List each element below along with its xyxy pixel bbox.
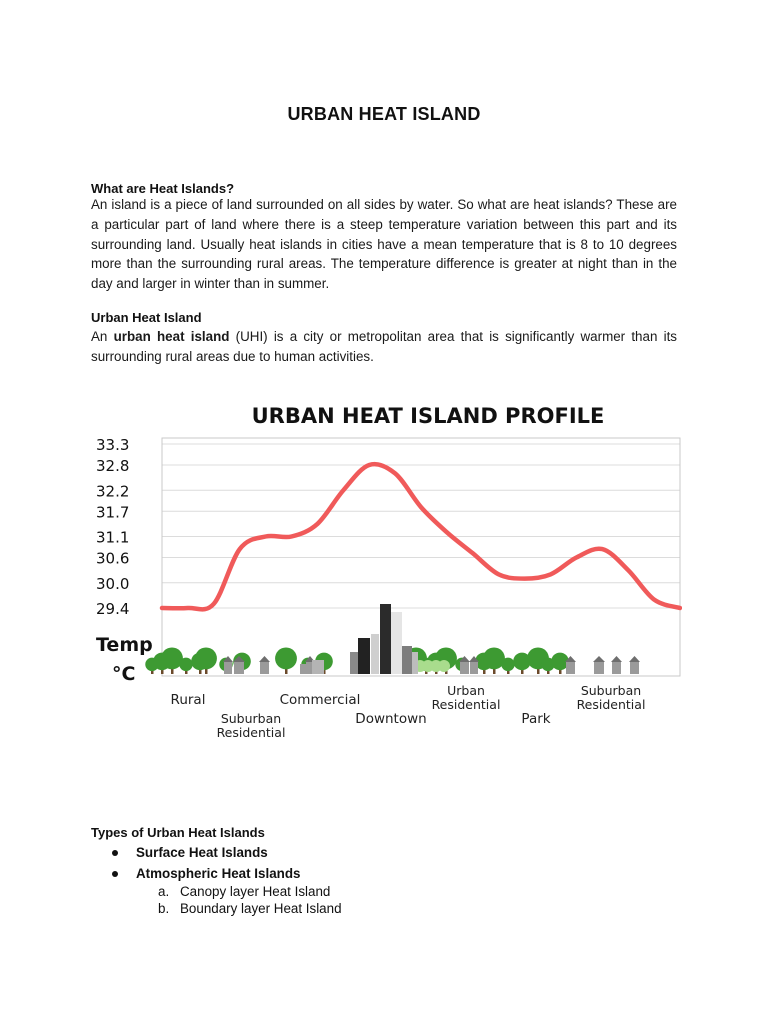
building-icon: [380, 604, 391, 674]
uhi-lead: An: [91, 329, 114, 344]
y-tick-label: 31.1: [96, 528, 130, 547]
house-icon: [566, 662, 575, 674]
y-tick-label: 32.2: [96, 482, 130, 501]
building-icon: [358, 638, 370, 674]
house-icon: [260, 662, 269, 674]
house-icon: [460, 662, 469, 674]
y-tick-label: 30.6: [96, 549, 130, 568]
sublist-item: [158, 901, 342, 918]
zone-label: Residential: [216, 725, 286, 740]
house-icon: [612, 662, 621, 674]
house-icon: [470, 662, 478, 674]
y-tick-label: 33.3: [96, 436, 130, 454]
tree-icon: [501, 658, 514, 671]
uhi-term: urban heat island: [113, 329, 230, 344]
zone-label: Commercial: [279, 692, 361, 708]
y-tick-label: 30.0: [96, 574, 130, 593]
sublist-item: [158, 884, 342, 901]
document-title: URBAN HEAT ISLAND: [287, 104, 481, 124]
zone-label: Rural: [170, 692, 206, 708]
zone-label: Residential: [576, 697, 646, 712]
y-tick-label: 29.4: [96, 600, 130, 618]
house-icon: [594, 662, 604, 674]
atmospheric-sublist: [158, 884, 342, 918]
chart-title: URBAN HEAT ISLAND PROFILE: [251, 404, 605, 428]
zone-label: Suburban: [580, 683, 642, 698]
sublist-label: Canopy layer Heat Island: [180, 884, 331, 899]
zone-label: Suburban: [220, 711, 282, 726]
sublist-marker: a.: [158, 884, 170, 899]
uhi-heading: Urban Heat Island: [91, 310, 202, 325]
zone-label: Downtown: [355, 711, 427, 727]
sublist-marker: b.: [158, 901, 170, 916]
bullet-icon: [112, 850, 118, 856]
building-icon: [371, 634, 379, 674]
bullet-icon: [112, 871, 118, 877]
building-icon: [300, 664, 310, 674]
y-tick-label: 32.8: [96, 457, 130, 476]
zone-label: Urban: [447, 683, 485, 698]
sublist-label: Boundary layer Heat Island: [180, 901, 342, 916]
building-icon: [312, 660, 324, 674]
zone-label: Park: [521, 711, 551, 727]
y-axis-label-unit: °C: [112, 663, 136, 685]
uhi-rest: (UHI) is a city or metropolitan area that is significantly warmer than its surrounding rural areas due to human activities.: [91, 329, 677, 364]
types-bullet-list: [112, 845, 300, 887]
list-item-label: Surface Heat Islands: [136, 845, 268, 860]
uhi-profile-chart: [90, 390, 682, 742]
building-icon: [412, 652, 418, 674]
house-icon: [630, 662, 639, 674]
building-icon: [402, 646, 412, 674]
intro-heading: What are Heat Islands?: [91, 181, 235, 196]
building-icon: [391, 612, 402, 674]
y-tick-label: 31.7: [96, 503, 130, 522]
tree-icon: [195, 647, 217, 669]
list-item: [112, 845, 300, 866]
zone-label: Residential: [431, 697, 501, 712]
house-icon: [234, 662, 244, 674]
house-icon: [224, 662, 232, 674]
park-shrub-icon: [438, 660, 450, 672]
intro-paragraph: An island is a piece of land surrounded on all sides by water. So what are heat islands? These are a particular part of land where there is a steep temperature variation between this part and its surrounding land. Usually heat islands in cities have a mean temperature that is 8 to 10 degrees more than the surrounding rural areas. The temperature difference is greater at night than in the day and larger in winter than in summer.: [91, 197, 677, 292]
uhi-paragraph: [91, 327, 677, 367]
y-axis-label-temp: Temp: [96, 634, 153, 656]
list-item-label: Atmospheric Heat Islands: [136, 866, 301, 881]
tree-icon: [275, 647, 297, 669]
chart-svg: [90, 390, 682, 742]
tree-icon: [179, 658, 192, 671]
types-heading: Types of Urban Heat Islands: [91, 825, 265, 840]
